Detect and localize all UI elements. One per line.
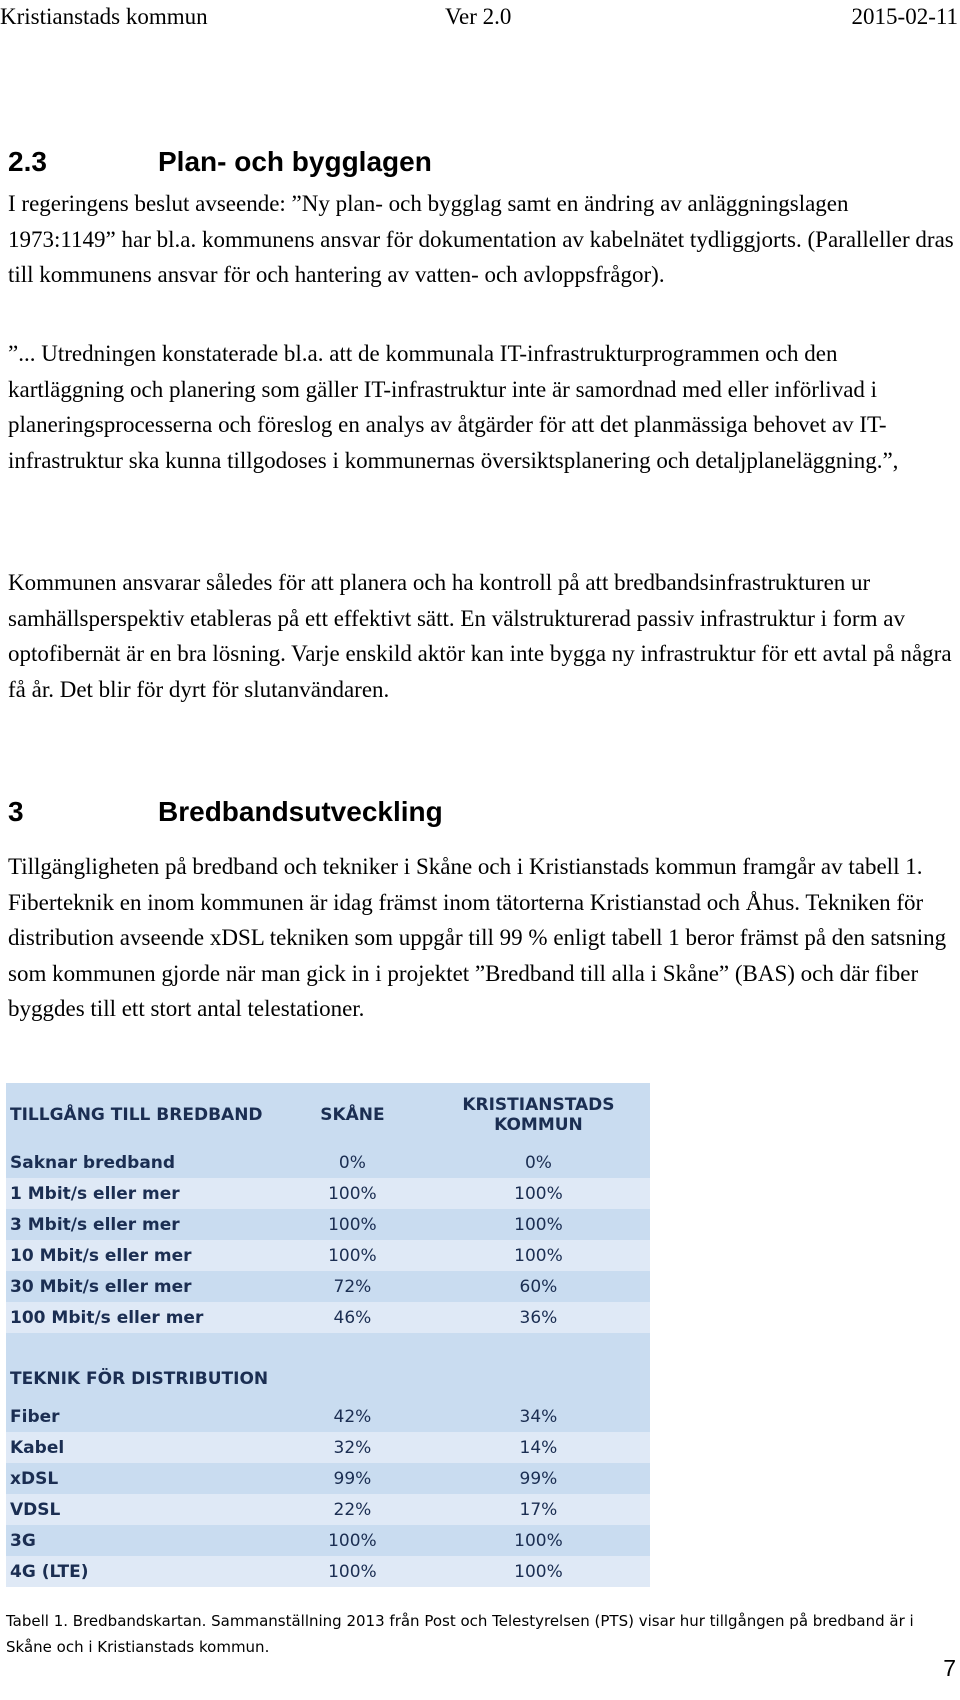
cell-skane: 100% [278, 1240, 427, 1271]
table-row [6, 1271, 650, 1302]
table-row [6, 1302, 650, 1333]
quote-paragraph: ”... Utredningen konstaterade bl.a. att de kommunala IT-infrastrukturprogrammen och den kartläggning och planering som gäller IT-infrastruktur inte är samordnad med eller införlivad i planeringsprocesserna och föreslog en analys av åtgärder för att det planmässiga behovet av IT-infrastruktur ska kunna tillgodoses i kommunernas översiktsplanering och detaljplaneläggning.”, [8, 341, 899, 473]
row-label: xDSL [10, 1468, 59, 1489]
cell-kristianstad: 100% [514, 1214, 563, 1235]
table-row [6, 1556, 650, 1587]
header-version: Ver 2.0 [445, 4, 512, 29]
table-row [6, 1178, 650, 1209]
row-label: 4G (LTE) [6, 1556, 278, 1587]
table-caption: Tabell 1. Bredbandskartan. Sammanställning 2013 från Post och Telestyrelsen (PTS) visar hur tillgången på bredband är i Skåne och i Kristianstads kommun. [6, 1612, 914, 1656]
row-label: 100 Mbit/s eller mer [6, 1302, 278, 1333]
table-subheader: TEKNIK FÖR DISTRIBUTION [10, 1369, 269, 1389]
cell-skane: 99% [333, 1468, 372, 1489]
cell-skane: 0% [338, 1152, 366, 1173]
table-row [6, 1209, 650, 1240]
row-label: VDSL [6, 1494, 278, 1525]
cell-skane: 22% [278, 1494, 427, 1525]
cell-kristianstad: 17% [427, 1494, 650, 1525]
row-label: 3 Mbit/s eller mer [10, 1214, 180, 1235]
section-heading-2-3 [8, 146, 432, 178]
cell-skane: 100% [278, 1178, 427, 1209]
cell-kristianstad: 100% [427, 1178, 650, 1209]
paragraph: Kommunen ansvarar således för att planera och ha kontroll på att bredbandsinfrastrukturen ur samhällsperspektiv etableras på ett effektivt sätt. En välstrukturerad passiv infrastruktur i form av optofibernät är en bra lösning. Varje enskild aktör kan inte bygga ny infrastruktur för ett avtal på några få år. Det blir för dyrt för slutanvändaren. [8, 570, 952, 702]
broadband-table [6, 1083, 650, 1586]
table-row [6, 1240, 650, 1271]
section-number: 3 [8, 796, 24, 827]
cell-kristianstad: 60% [519, 1276, 558, 1297]
cell-skane: 42% [333, 1406, 372, 1427]
table-subheader-row [6, 1357, 650, 1401]
row-label: 3G [10, 1530, 36, 1551]
table-row [6, 1494, 650, 1525]
paragraph: I regeringens beslut avseende: ”Ny plan- och bygglag samt en ändring av anläggningslagen 1973:1149” har bl.a. kommunens ansvar för dokumentation av kabelnätet tydliggjorts. (Paralleller dras till kommunens ansvar för och hantering av vatten- och avloppsfrågor). [8, 191, 954, 287]
cell-kristianstad: 100% [427, 1240, 650, 1271]
cell-kristianstad: 99% [519, 1468, 558, 1489]
table-row [6, 1463, 650, 1494]
cell-kristianstad: 36% [427, 1302, 650, 1333]
row-label: Fiber [10, 1406, 60, 1427]
page-header [0, 0, 960, 38]
table-row [6, 1432, 650, 1463]
cell-kristianstad: 14% [427, 1432, 650, 1463]
cell-kristianstad: 100% [514, 1530, 563, 1551]
broadband-table-grid [6, 1083, 650, 1587]
header-organization: Kristianstads kommun [0, 4, 208, 29]
cell-kristianstad: 34% [519, 1406, 558, 1427]
table-spacer-row [6, 1333, 650, 1357]
table-header-row [6, 1083, 650, 1147]
row-label: Saknar bredband [10, 1152, 176, 1173]
section-heading-3 [8, 796, 443, 828]
row-label: 1 Mbit/s eller mer [6, 1178, 278, 1209]
cell-skane: 32% [278, 1432, 427, 1463]
table-header-kristianstad: KRISTIANSTADS KOMMUN [462, 1095, 615, 1135]
row-label: Kabel [6, 1432, 278, 1463]
table-row [6, 1401, 650, 1432]
section-title: Plan- och bygglagen [158, 146, 432, 177]
cell-kristianstad: 0% [524, 1152, 552, 1173]
cell-kristianstad: 100% [427, 1556, 650, 1587]
paragraph: Tillgängligheten på bredband och tekniker i Skåne och i Kristianstads kommun framgår av tabell 1. Fiberteknik en inom kommunen är idag främst inom tätorterna Kristianstad och Åhus. Tekniken för distribution avseende xDSL tekniken som uppgår till 99 % enligt tabell 1 beror främst på den satsning som kommunen gjorde när man gick in i projektet ”Bredband till alla i Skåne” (BAS) och där fiber byggdes till ett stort antal telestationer. [8, 854, 947, 1021]
row-label: 30 Mbit/s eller mer [10, 1276, 192, 1297]
table-header-label: TILLGÅNG TILL BREDBAND [10, 1105, 263, 1125]
header-date: 2015-02-11 [851, 4, 958, 29]
section-number: 2.3 [8, 146, 47, 177]
table-row [6, 1147, 650, 1178]
table-header-skane: SKÅNE [320, 1105, 385, 1125]
cell-skane: 46% [278, 1302, 427, 1333]
row-label: 10 Mbit/s eller mer [6, 1240, 278, 1271]
cell-skane: 72% [333, 1276, 372, 1297]
table-row [6, 1525, 650, 1556]
section-title: Bredbandsutveckling [158, 796, 443, 827]
cell-skane: 100% [278, 1556, 427, 1587]
page-number: 7 [943, 1655, 956, 1681]
cell-skane: 100% [328, 1214, 377, 1235]
cell-skane: 100% [328, 1530, 377, 1551]
